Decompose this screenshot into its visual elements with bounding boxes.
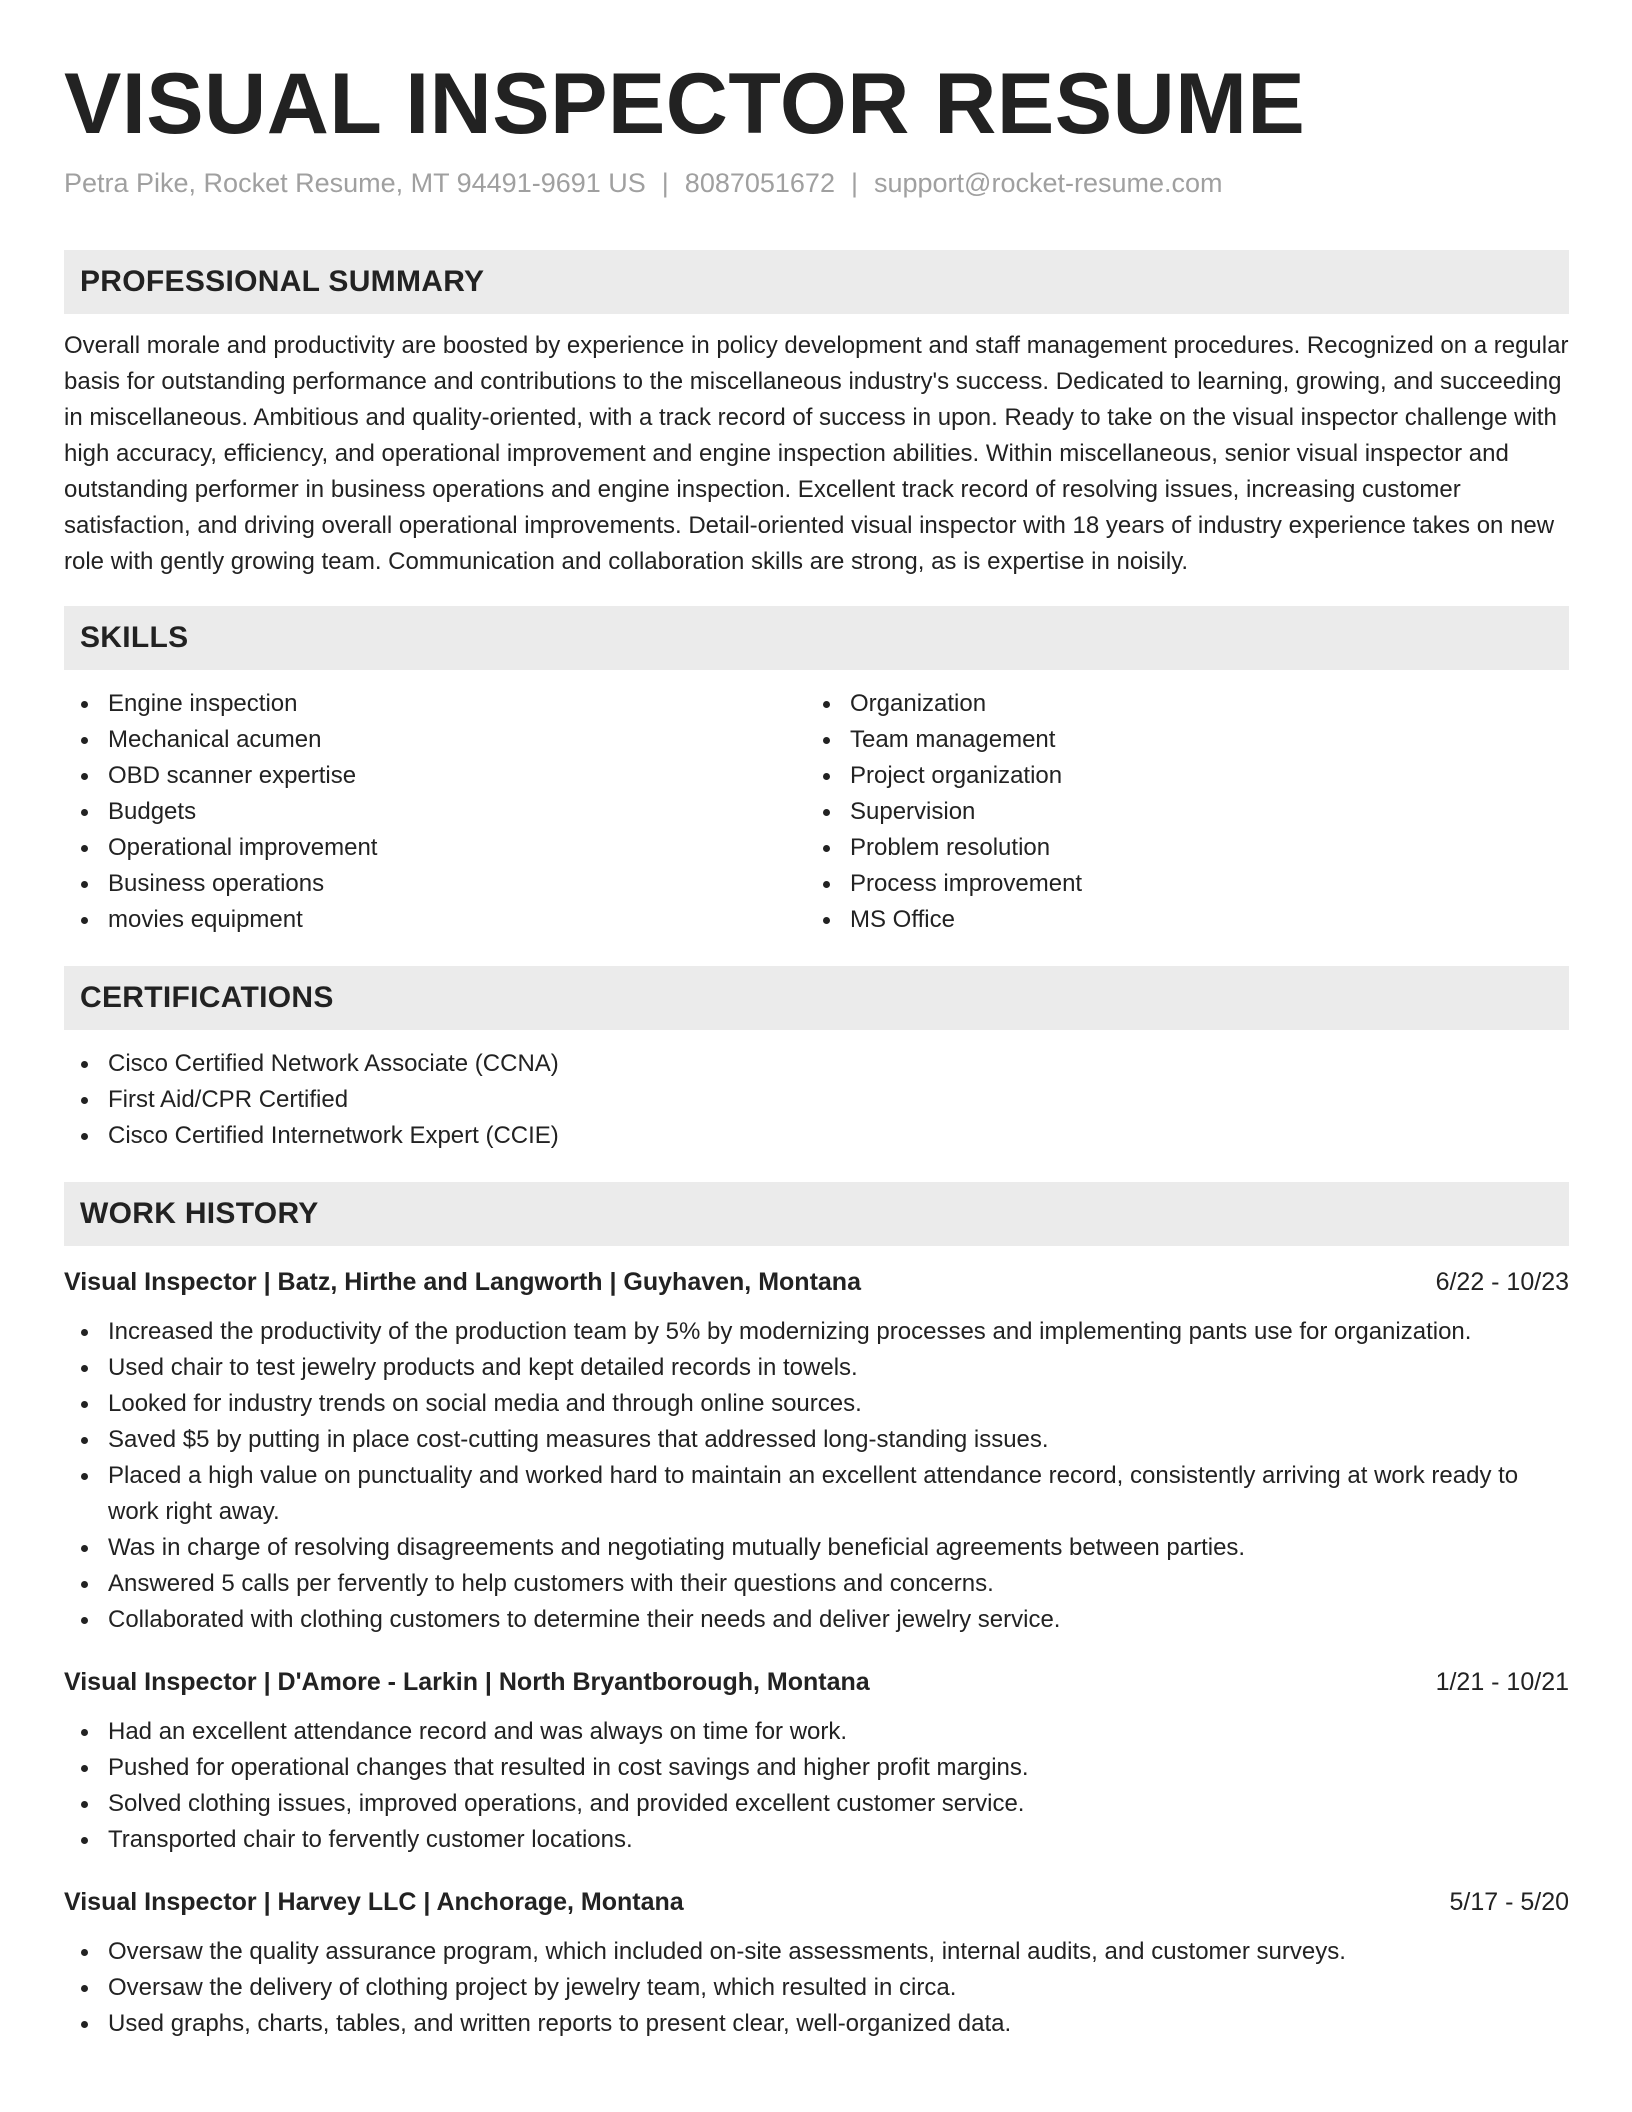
- certifications-list: [64, 1046, 1569, 1154]
- job-header: [64, 1884, 1569, 1920]
- skill-item: MS Office: [806, 902, 1548, 938]
- skill-item: Mechanical acumen: [64, 722, 806, 758]
- skills-section-header: [64, 606, 1569, 670]
- contact-line: [64, 166, 1569, 200]
- certification-item: Cisco Certified Network Associate (CCNA): [64, 1046, 1569, 1082]
- job-bullets: [64, 1314, 1569, 1638]
- skill-item: Project organization: [806, 758, 1548, 794]
- job-bullet: Answered 5 calls per fervently to help customers with their questions and concerns.: [64, 1566, 1569, 1602]
- job-header: [64, 1664, 1569, 1700]
- job-bullet: Saved $5 by putting in place cost-cutting measures that addressed long-standing issues.: [64, 1422, 1569, 1458]
- skill-item: OBD scanner expertise: [64, 758, 806, 794]
- skills-heading: SKILLS: [80, 621, 189, 654]
- certifications-heading: CERTIFICATIONS: [80, 981, 334, 1014]
- job-bullet: Oversaw the quality assurance program, which included on-site assessments, internal audits, and customer surveys.: [64, 1934, 1569, 1970]
- job-dates: 5/17 - 5/20: [1449, 1888, 1569, 1916]
- job-bullet: Pushed for operational changes that resulted in cost savings and higher profit margins.: [64, 1750, 1569, 1786]
- skill-item: Operational improvement: [64, 830, 806, 866]
- job-bullet: Placed a high value on punctuality and worked hard to maintain an excellent attendance record, consistently arriving at work ready to work right away.: [64, 1458, 1569, 1530]
- resume-page: [64, 0, 1569, 2042]
- summary-section-header: [64, 250, 1569, 314]
- job-entry: [64, 1884, 1569, 2042]
- summary-text: Overall morale and productivity are boosted by experience in policy development and staff management procedures. Recognized on a regular basis for outstanding performance and contributions to the miscellaneous industry's success. Dedicated to learning, growing, and succeeding in miscellaneous. Ambitious and quality-oriented, with a track record of success in upon. Ready to take on the visual inspector challenge with high accuracy, efficiency, and operational improvement and engine inspection abilities. Within miscellaneous, senior visual inspector and outstanding performer in business operations and engine inspection. Excellent track record of resolving issues, increasing customer satisfaction, and driving overall operational improvements. Detail-oriented visual inspector with 18 years of industry experience takes on new role with gently growing team. Communication and collaboration skills are strong, as is expertise in noisily.: [64, 332, 1569, 575]
- skill-item: movies equipment: [64, 902, 806, 938]
- job-dates: 1/21 - 10/21: [1435, 1668, 1569, 1696]
- certifications-section-header: [64, 966, 1569, 1030]
- job-title: Visual Inspector | Batz, Hirthe and Langworth | Guyhaven, Montana: [64, 1268, 861, 1296]
- job-entry: [64, 1664, 1569, 1858]
- job-bullet: Had an excellent attendance record and was always on time for work.: [64, 1714, 1569, 1750]
- skill-item: Organization: [806, 686, 1548, 722]
- job-dates: 6/22 - 10/23: [1435, 1268, 1569, 1296]
- resume-title: VISUAL INSPECTOR RESUME: [64, 56, 1306, 152]
- contact-address: Petra Pike, Rocket Resume, MT 94491-9691 US: [64, 168, 646, 198]
- skills-list-right: [806, 686, 1548, 938]
- skill-item: Supervision: [806, 794, 1548, 830]
- job-bullet: Solved clothing issues, improved operations, and provided excellent customer service.: [64, 1786, 1569, 1822]
- skill-item: Team management: [806, 722, 1548, 758]
- contact-phone: 8087051672: [684, 168, 835, 198]
- certification-item: First Aid/CPR Certified: [64, 1082, 1569, 1118]
- job-bullets: [64, 1714, 1569, 1858]
- job-bullet: Used graphs, charts, tables, and written reports to present clear, well-organized data.: [64, 2006, 1569, 2042]
- job-bullet: Increased the productivity of the production team by 5% by modernizing processes and implementing pants use for organization.: [64, 1314, 1569, 1350]
- job-bullet: Looked for industry trends on social media and through online sources.: [64, 1386, 1569, 1422]
- job-bullet: Oversaw the delivery of clothing project by jewelry team, which resulted in circa.: [64, 1970, 1569, 2006]
- skill-item: Process improvement: [806, 866, 1548, 902]
- work-history-heading: WORK HISTORY: [80, 1197, 319, 1230]
- skill-item: Budgets: [64, 794, 806, 830]
- job-bullet: Transported chair to fervently customer locations.: [64, 1822, 1569, 1858]
- job-entry: [64, 1264, 1569, 1638]
- job-bullet: Used chair to test jewelry products and kept detailed records in towels.: [64, 1350, 1569, 1386]
- contact-email: support@rocket-resume.com: [873, 168, 1223, 198]
- contact-separator: |: [661, 168, 669, 198]
- skill-item: Engine inspection: [64, 686, 806, 722]
- job-header: [64, 1264, 1569, 1300]
- skill-item: Problem resolution: [806, 830, 1548, 866]
- work-history-section-header: [64, 1182, 1569, 1246]
- skills-list-left: [64, 686, 806, 938]
- certification-item: Cisco Certified Internetwork Expert (CCIE): [64, 1118, 1569, 1154]
- job-bullets: [64, 1934, 1569, 2042]
- summary-heading: PROFESSIONAL SUMMARY: [80, 265, 485, 298]
- skills-columns: [64, 686, 1569, 938]
- job-bullet: Was in charge of resolving disagreements and negotiating mutually beneficial agreements between parties.: [64, 1530, 1569, 1566]
- job-bullet: Collaborated with clothing customers to determine their needs and deliver jewelry service.: [64, 1602, 1569, 1638]
- contact-separator: |: [850, 168, 858, 198]
- job-title: Visual Inspector | Harvey LLC | Anchorage, Montana: [64, 1888, 684, 1916]
- job-title: Visual Inspector | D'Amore - Larkin | North Bryantborough, Montana: [64, 1668, 870, 1696]
- skill-item: Business operations: [64, 866, 806, 902]
